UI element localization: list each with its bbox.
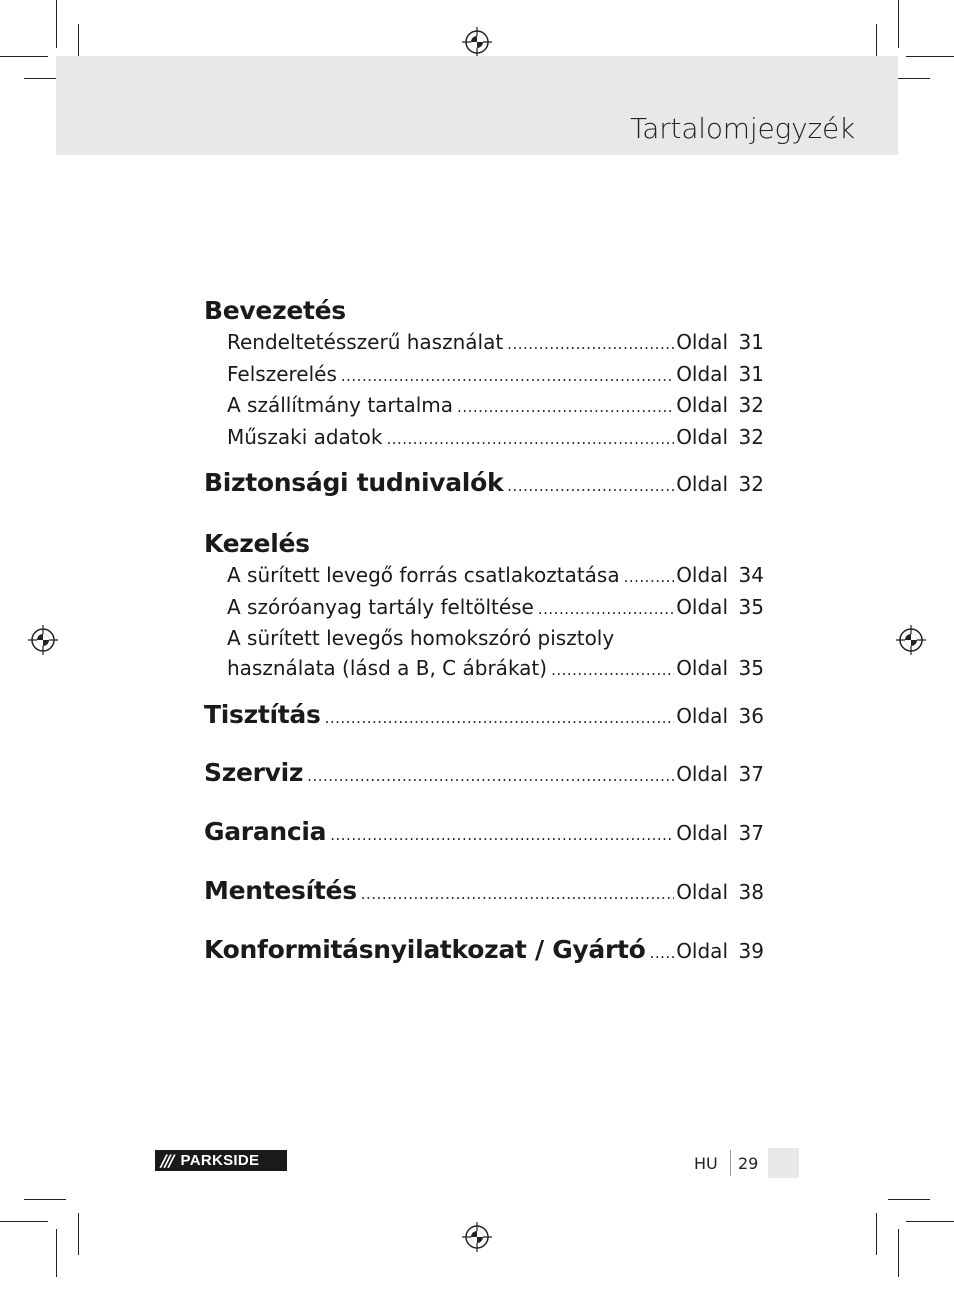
toc-entry-page: Oldal 34: [676, 563, 764, 588]
registration-mark-icon: [462, 1222, 492, 1252]
parkside-logo: [155, 1150, 287, 1171]
toc-entry[interactable]: [204, 561, 764, 593]
leader-dots: [538, 595, 674, 625]
toc-entry-label: A sürített levegő forrás csatlakoztatása: [227, 563, 620, 588]
leader-dots: [330, 826, 674, 844]
toc-entry-page: Oldal 35: [676, 594, 764, 619]
toc-sub-list: [204, 561, 764, 685]
leader-dots: [624, 563, 675, 593]
section-title: Szerviz: [204, 758, 304, 788]
section-title: Tisztítás: [204, 699, 321, 729]
toc-entry-label: Műszaki adatok: [227, 424, 383, 449]
toc-entry-label: használata (lásd a B, C ábrákat): [227, 655, 548, 680]
section-title: Bevezetés: [204, 296, 346, 325]
leader-dots: [551, 656, 674, 686]
registration-mark-icon: [896, 625, 926, 655]
crop-mark: [24, 1199, 66, 1200]
section-title: Konformitásnyilatkozat / Gyártó: [204, 934, 646, 964]
language-code: HU: [694, 1154, 718, 1173]
section-title: Mentesítés: [204, 875, 357, 905]
toc-entry-label[interactable]: A sürített levegős homokszóró pisztoly: [227, 626, 615, 651]
table-of-contents: [204, 294, 764, 994]
crop-mark: [56, 1229, 57, 1277]
toc-section-konformitas[interactable]: [204, 935, 764, 979]
toc-section-mentesites[interactable]: [204, 876, 764, 920]
toc-section-kezeles: [204, 527, 764, 685]
toc-entry-page: Oldal 38: [676, 879, 764, 904]
section-title: Garancia: [204, 817, 327, 847]
toc-entry-label: A szállítmány tartalma: [227, 393, 454, 418]
toc-entry-page: Oldal 35: [676, 655, 764, 680]
toc-section-tisztitas[interactable]: [204, 700, 764, 744]
leader-dots: [457, 393, 674, 423]
toc-entry[interactable]: [204, 391, 764, 423]
toc-section-bevezetes: [204, 294, 764, 454]
toc-entry[interactable]: [204, 654, 764, 686]
crop-mark: [876, 1213, 877, 1255]
toc-sub-list: [204, 328, 764, 454]
toc-entry-page: Oldal 32: [676, 393, 764, 418]
toc-entry-page: Oldal 31: [676, 361, 764, 386]
toc-section-szerviz[interactable]: [204, 758, 764, 802]
section-title: Biztonsági tudnivalók: [204, 468, 504, 498]
toc-entry-label: Rendeltetésszerű használat: [227, 330, 504, 354]
leader-dots: [341, 362, 674, 392]
toc-entry-page: Oldal 32: [676, 472, 764, 497]
page-tab: [768, 1148, 799, 1178]
leader-dots: [650, 944, 675, 962]
page-number: 29: [738, 1154, 759, 1173]
toc-entry-label: A szóróanyag tartály feltöltése: [227, 594, 534, 619]
toc-entry-page: Oldal 39: [676, 938, 764, 963]
leader-dots: [507, 477, 674, 495]
logo-text: PARKSIDE: [180, 1152, 260, 1169]
toc-entry-page: Oldal 36: [676, 703, 764, 728]
toc-section-garancia[interactable]: [204, 817, 764, 861]
toc-entry-label: Felszerelés: [227, 361, 337, 386]
crop-mark: [0, 1221, 48, 1222]
crop-mark: [56, 0, 57, 48]
crop-mark: [0, 56, 48, 57]
registration-mark-icon: [462, 27, 492, 57]
crop-mark: [898, 0, 899, 48]
footer-divider: [730, 1150, 731, 1176]
registration-mark-icon: [28, 625, 58, 655]
toc-entry[interactable]: [204, 423, 764, 455]
crop-mark: [906, 1221, 954, 1222]
leader-dots: [307, 767, 674, 785]
section-title: Kezelés: [204, 529, 310, 559]
toc-entry-page: Oldal 31: [676, 330, 764, 354]
crop-mark: [888, 1199, 930, 1200]
leader-dots: [386, 425, 674, 455]
toc-entry[interactable]: [204, 328, 764, 360]
crop-mark: [78, 1213, 79, 1255]
toc-entry[interactable]: [204, 593, 764, 625]
toc-entry-page: Oldal 37: [676, 762, 764, 787]
leader-dots: [507, 330, 674, 360]
toc-entry-page: Oldal 37: [676, 821, 764, 846]
crop-mark: [898, 1229, 899, 1277]
page-title: Tartalomjegyzék: [630, 112, 855, 145]
leader-dots: [325, 709, 675, 727]
toc-section-biztonsagi[interactable]: [204, 468, 764, 512]
toc-entry[interactable]: [204, 360, 764, 392]
logo-slashes: ///: [161, 1151, 173, 1170]
toc-entry-page: Oldal 32: [676, 424, 764, 449]
leader-dots: [361, 885, 674, 903]
crop-mark: [906, 56, 954, 57]
